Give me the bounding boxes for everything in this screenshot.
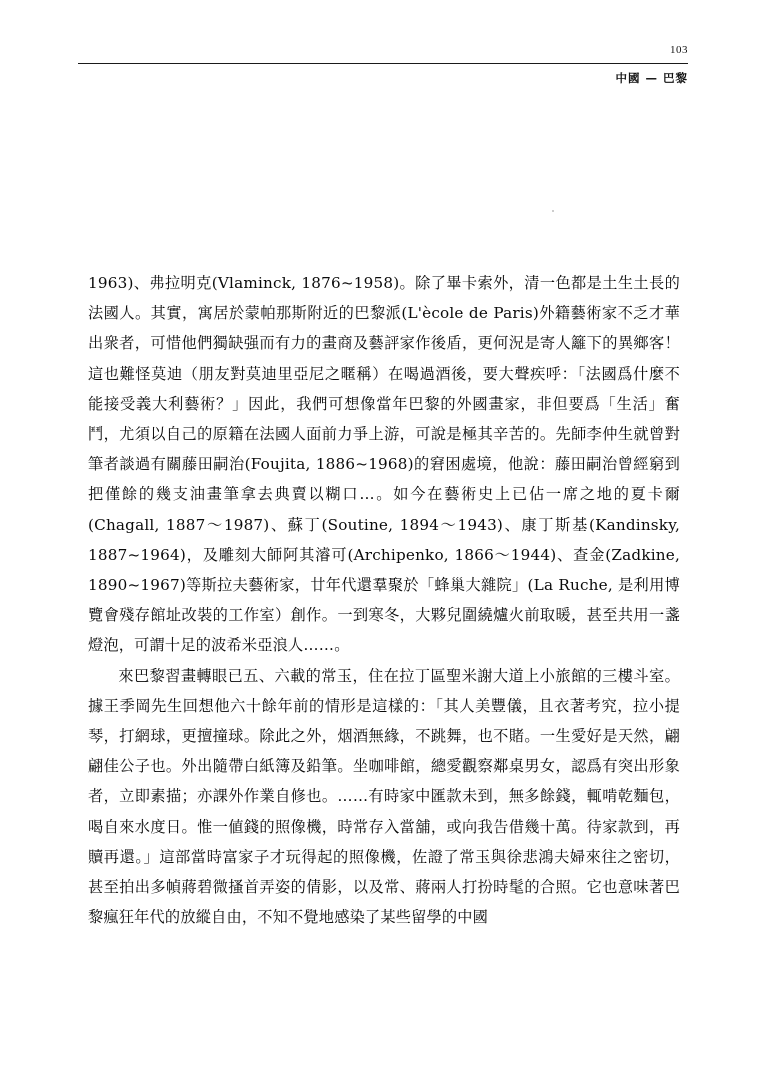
page-number: 103	[670, 44, 688, 56]
body-text	[88, 268, 680, 932]
paragraph: 來巴黎習畫轉眼已五、六載的常玉，住在拉丁區聖米謝大道上小旅館的三樓斗室。據王季岡先生回想他六十餘年前的情形是這樣的：「其人美豐儀，且衣著考究，拉小提琴，打網球，更擅撞球。除此之外，烟酒無緣，不跳舞，也不賭。一生愛好是天然，翩翩佳公子也。外出隨帶白紙簿及鉛筆。坐咖啡館，總愛觀察鄰桌男女，認爲有突出形象者，立即素描；亦課外作業自修也。……有時家中匯款未到，無多餘錢，輒啃乾麵包，喝自來水度日。惟一値錢的照像機，時常存入當舖，或向我告借幾十萬。待家款到，再贖再還。」這部當時富家子才玩得起的照像機，佐證了常玉與徐悲鴻夫婦來往之密切，甚至拍出多幀蔣碧微搔首弄姿的倩影，以及常、蔣兩人打扮時髦的合照。它也意味著巴黎瘋狂年代的放縱自由，不知不覺地感染了某些留學的中國	[88, 666, 680, 927]
header-divider	[78, 63, 688, 64]
running-head: 中國 — 巴黎	[615, 71, 688, 85]
paragraph: 1963)、弗拉明克(Vlaminck, 1876~1958)。除了畢卡索外，清一色都是土生土長的法國人。其實，寓居於蒙帕那斯附近的巴黎派(L'ècole de Paris)外籍藝術家不乏才華出衆者，可惜他們獨缺强而有力的畫商及藝評家作後盾，更何況是寄人籬下的異鄉客！這也難怪莫迪（朋友對莫迪里亞尼之暱稱）在喝過酒後，要大聲疾呼：「法國爲什麼不能接受義大利藝術？」因此，我們可想像當年巴黎的外國畫家，非但要爲「生活」奮鬥，尤須以自己的原籍在法國人面前力爭上游，可說是極其辛苦的。先師李仲生就曾對筆者談過有關藤田嗣治(Foujita, 1886~1968)的窘困處境，他說：藤田嗣治曾經窮到把僅餘的幾支油畫筆拿去典賣以糊口…。如今在藝術史上已佔一席之地的夏卡爾(Chagall, 1887～1987)、蘇丁(Soutine, 1894～1943)、康丁斯基(Kandinsky, 1887~1964)，及雕刻大師阿其濬可(Archipenko, 1866～1944)、查金(Zadkine, 1890~1967)等斯拉夫藝術家，廿年代還羣聚於「蜂巢大雜院」(La Ruche, 是利用博覽會殘存館址改裝的工作室）創作。一到寒冬，大夥兒圍繞爐火前取暖，甚至共用一盞燈泡，可謂十足的波希米亞浪人……。	[88, 274, 680, 655]
paper-speck	[552, 210, 554, 212]
